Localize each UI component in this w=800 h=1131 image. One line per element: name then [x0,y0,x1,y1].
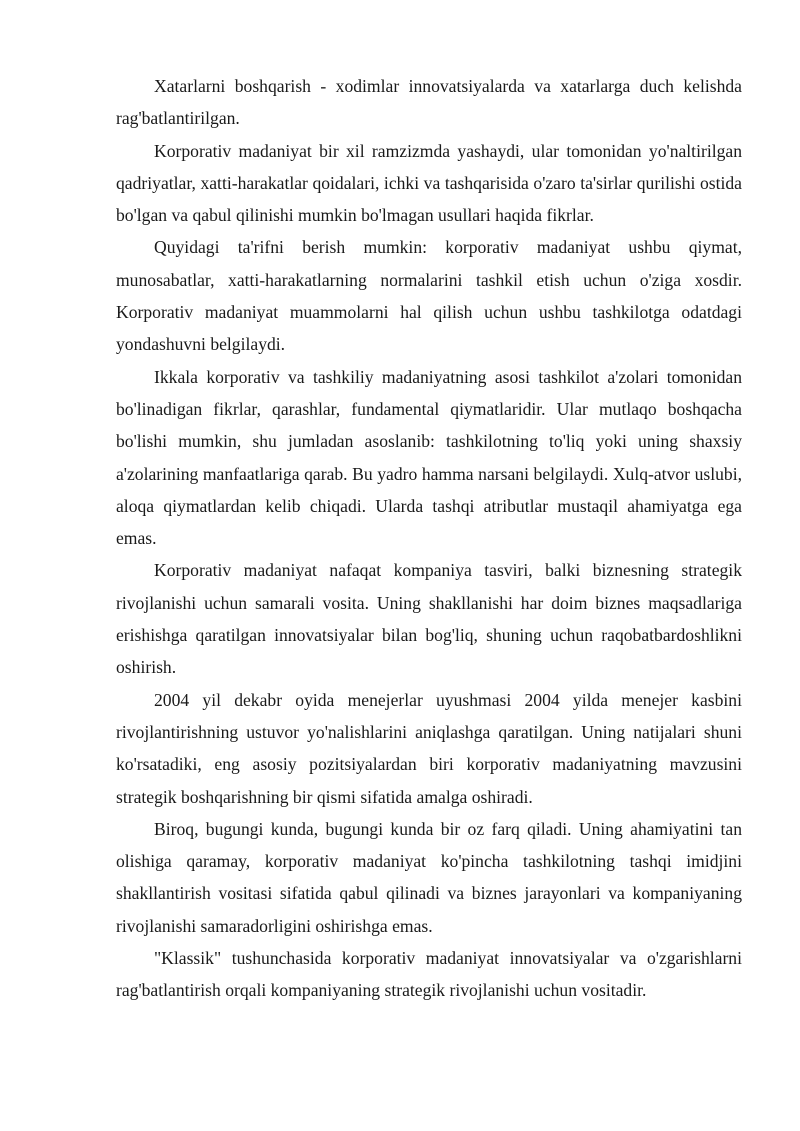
paragraph-classic-concept: "Klassik" tushunchasida korporativ madaniyat innovatsiyalar va o'zgarishlarni rag'batlantirish orqali kompaniyaning strategik rivojlanishi uchun vositadir. [116,948,742,1001]
document-body [116,70,742,1007]
paragraph-definition: Quyidagi ta'rifni berish mumkin: korporativ madaniyat ushbu qiymat, munosabatlar, xatti-harakatlarning normalarini tashkil etish uchun o'ziga xosdir. Korporativ madaniyat muammolarni hal qilish uchun ushbu tashkilotga odatdagi yondashuvni belgilaydi. [116,237,742,355]
paragraph-basis-of-culture: Ikkala korporativ va tashkiliy madaniyatning asosi tashkilot a'zolari tomonidan bo'linadigan fikrlar, qarashlar, fundamental qiymatlaridir. Ular mutlaqo boshqacha bo'lishi mumkin, shu jumladan asoslanib: tashkilotning to'liq yoki uning shaxsiy a'zolarining manfaatlariga qarab. Bu yadro hamma narsani belgilaydi. Xulq-atvor uslubi, aloqa qiymatlardan kelib chiqadi. Ularda tashqi atributlar mustaqil ahamiyatga ega emas. [116,366,742,549]
paragraph-today: Biroq, bugungi kunda, bugungi kunda bir oz farq qiladi. Uning ahamiyatini tan olishiga qaramay, korporativ madaniyat ko'pincha tashkilotning tashqi imidjini shakllantirish vositasi sifatida qabul qilinadi va biznes jarayonlari va kompaniyaning rivojlanishi samaradorligini oshirishga emas. [116,818,742,936]
paragraph-risk-management: Xatarlarni boshqarish - xodimlar innovatsiyalarda va xatarlarga duch kelishda rag'batlantirilgan. [116,76,742,129]
paragraph-managers-association: 2004 yil dekabr oyida menejerlar uyushmasi 2004 yilda menejer kasbini rivojlantirishning ustuvor yo'nalishlarini aniqlashga qaratilgan. Uning natijalari shuni ko'rsatadiki, eng asosiy pozitsiyalardan biri korporativ madaniyatning mavzusini strategik boshqarishning bir qismi sifatida amalga oshiradi. [116,689,742,807]
paragraph-strategic-tool: Korporativ madaniyat nafaqat kompaniya tasviri, balki biznesning strategik rivojlanishi uchun samarali vosita. Uning shakllanishi har doim biznes maqsadlariga erishishga qaratilgan innovatsiyalar bilan bog'liq, shuning uchun raqobatbardoshlikni oshirish. [116,560,742,678]
paragraph-symbolism: Korporativ madaniyat bir xil ramzizmda yashaydi, ular tomonidan yo'naltirilgan qadriyatlar, xatti-harakatlar qoidalari, ichki va tashqarisida o'zaro ta'sirlar qurilishi ostida bo'lgan va qabul qilinishi mumkin bo'lmagan usullari haqida fikrlar. [116,140,742,226]
